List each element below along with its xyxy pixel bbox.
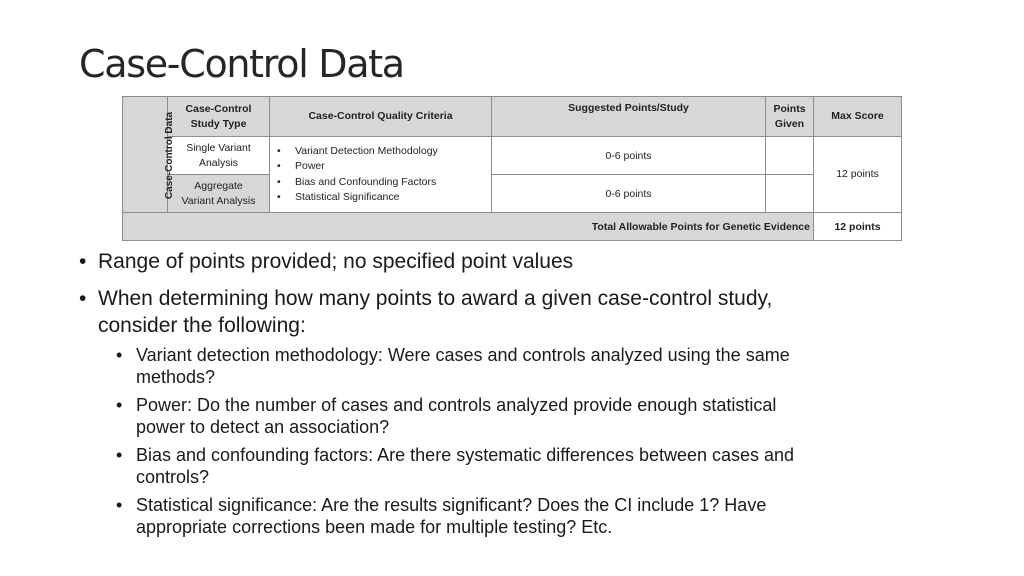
header-study-type: Case-Control Study Type [168,97,270,137]
bullet-dot: • [116,345,123,365]
side-label-cell [123,97,176,213]
bullet-dot: • [116,495,123,515]
scoring-table [122,96,902,241]
criteria-list [273,144,488,206]
table-row [123,137,902,175]
study-type-cell: Single Variant Analysis [168,137,270,175]
criteria-cell [270,137,492,213]
points-given-cell[interactable] [766,137,814,175]
header-max-score: Max Score [814,97,902,137]
list-item: • Variant Detection Methodology [277,144,488,160]
bullet-item: • When determining how many points to award a given case-control study, consider the following: [79,287,773,337]
bullet-dot: • [116,445,123,465]
bullet-list [79,248,979,544]
total-label: Total Allowable Points for Genetic Evidence [123,213,814,241]
table-total-row [123,213,902,241]
suggested-points-cell: 0-6 points [492,137,766,175]
list-item: • Bias and Confounding Factors [277,175,488,191]
bullet-dot: • [116,395,123,415]
max-score-cell: 12 points [814,137,902,213]
study-type-cell: Aggregate Variant Analysis [168,175,270,213]
side-label: Case-Control Data [164,111,176,199]
bullet-dot: • [79,250,87,273]
bullet-item: • Range of points provided; no specified point values [79,250,574,273]
sub-bullet-item: • Bias and confounding factors: Are there systematic differences between cases and controls? [116,445,795,487]
points-given-cell[interactable] [766,175,814,213]
sub-bullet-item: • Variant detection methodology: Were cases and controls analyzed using the same methods? [116,345,790,387]
bullet-dot: • [79,287,87,310]
table-header-row [123,97,902,137]
total-value: 12 points [814,213,902,241]
sub-bullet-item: • Power: Do the number of cases and controls analyzed provide enough statistical power to detect an association? [116,395,777,437]
header-quality-criteria: Case-Control Quality Criteria [270,97,492,137]
suggested-points-cell: 0-6 points [492,175,766,213]
scoring-table-container [122,96,901,240]
slide-title: Case-Control Data [79,42,404,86]
table-row [123,175,902,213]
header-suggested-points: Suggested Points/Study [492,97,766,137]
header-points-given: Points Given [766,97,814,137]
sub-bullet-item: • Statistical significance: Are the results significant? Does the CI include 1? Have appropriate corrections been made for multiple testing? Etc. [116,495,767,537]
list-item: • Statistical Significance [277,190,488,206]
list-item: • Power [277,159,488,175]
